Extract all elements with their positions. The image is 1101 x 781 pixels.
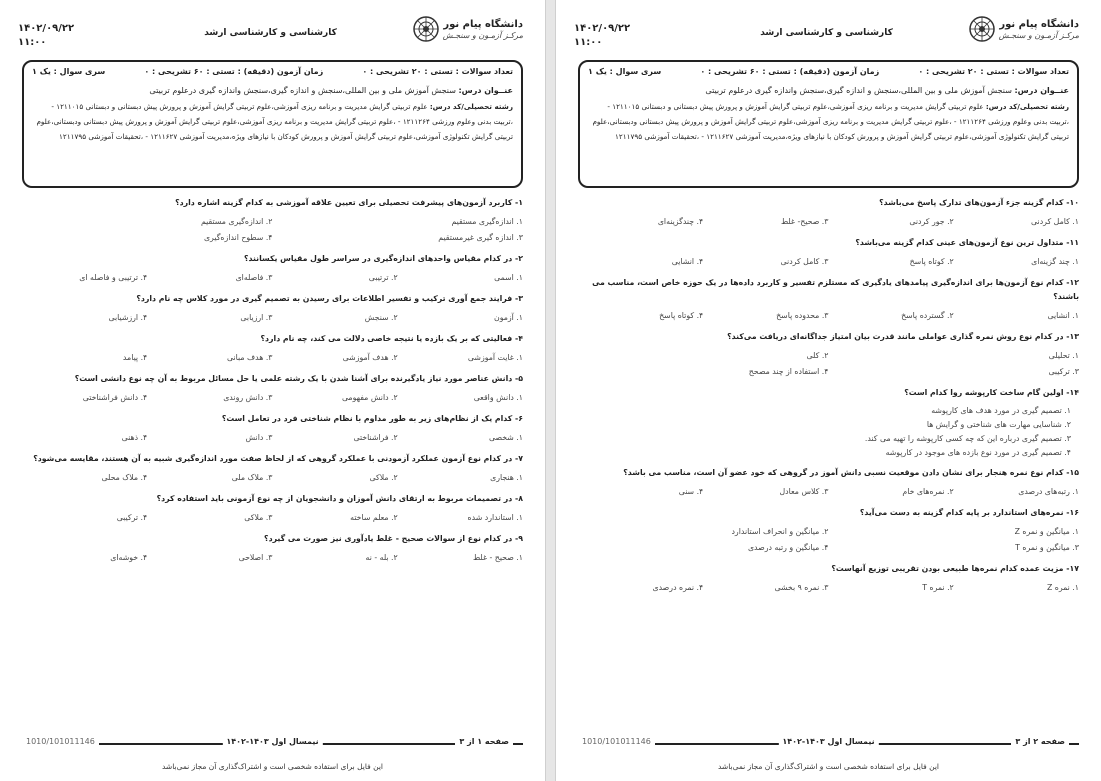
answer-option[interactable]: ۴. ملاک محلی: [101, 473, 148, 482]
exam-time: ۱۱:۰۰: [574, 37, 603, 48]
answer-option[interactable]: ۱. هنجاری: [490, 473, 523, 482]
answer-option[interactable]: ۱. نمره Z: [1046, 583, 1079, 592]
answer-option[interactable]: ۳. هدف مبانی: [227, 353, 273, 362]
course-label: عنــوان درس:: [1014, 86, 1069, 95]
answer-option[interactable]: ۲. گسترده پاسخ: [901, 311, 954, 320]
question-text: ۱۷- مزیت عمده کدام نمره‌ها طبیعی بودن تقریبی توزیع آنهاست؟: [831, 564, 1079, 573]
answer-options: [22, 510, 523, 526]
question-item: [22, 412, 523, 446]
answer-option[interactable]: ۲. معلم ساخته: [350, 513, 398, 522]
answer-option[interactable]: ۳. کامل کردنی: [780, 257, 829, 266]
center-name: مرکـز آزمـون و سنجـش: [998, 31, 1079, 40]
answer-option[interactable]: ۱. چند گزینه‌ای: [1031, 257, 1079, 266]
major-label: رشته تحصیلی/کد درس:: [429, 102, 513, 111]
exam-code: 1010/101011146: [22, 737, 99, 746]
answer-option[interactable]: ۴. پیامد: [122, 353, 148, 362]
question-item: [22, 292, 523, 326]
question-text: ۹- در کدام نوع از سوالات صحیح - غلط یادآوری نیز صورت می گیرد؟: [264, 534, 523, 543]
question-item: [578, 276, 1079, 324]
answer-option[interactable]: ۱. میانگین و نمره Z: [1014, 527, 1079, 536]
answer-option[interactable]: ۴. چندگزینه‌ای: [657, 217, 704, 226]
page-header: [18, 12, 523, 56]
university-name: دانشگاه پیام نور: [443, 19, 523, 30]
answer-option[interactable]: ۱. صحیح - غلط: [472, 553, 523, 562]
answer-option[interactable]: ۲. شناسایی مهارت های شناختی و گرایش ها: [926, 420, 1071, 429]
answer-option[interactable]: ۱. آزمون: [493, 313, 523, 322]
answer-option[interactable]: ۳. ترکیبی: [1048, 367, 1079, 376]
answer-options: [22, 310, 523, 326]
answer-options: [22, 350, 523, 366]
answer-options: [578, 308, 1079, 324]
answer-option[interactable]: ۱. اسمی: [494, 273, 523, 282]
question-text: ۱۶- نمره‌های استاندارد بر پایه کدام گزینه به دست می‌آید؟: [859, 508, 1079, 517]
answer-options: [578, 254, 1079, 270]
answer-option[interactable]: ۴. ترکیبی: [116, 513, 148, 522]
question-text: ۷- در کدام نوع آزمون عملکرد آزمودنی با عملکرد گروهی که از لحاظ صفت مورد اندازه‌گیری شبیه به آن هستند، مقایسه می‌شود؟: [33, 454, 523, 463]
answer-option[interactable]: ۳. میانگین و نمره T: [1015, 543, 1079, 552]
question-item: [578, 330, 1079, 380]
answer-option[interactable]: ۴. تصمیم گیری در مورد نوع بازده های موجود در کارپوشه: [885, 448, 1071, 457]
question-item: [578, 196, 1079, 230]
answer-options: [578, 484, 1079, 500]
answer-option[interactable]: ۴. سطوح اندازه‌گیری: [203, 233, 273, 242]
question-text: ۲- در کدام مقیاس واحدهای اندازه‌گیری در سراسر طول مقیاس یکسانند؟: [243, 254, 523, 263]
question-text: ۴- فعالیتی که بر یک بازده یا نتیجه خاصی دلالت می کند، چه نام دارد؟: [260, 334, 523, 343]
answer-options: [578, 404, 1079, 460]
answer-option[interactable]: ۲. اندازه‌گیری مستقیم: [200, 217, 273, 226]
exam-level-title: کارشناسی و کارشناسی ارشد: [760, 28, 893, 38]
page-number: صفحه ۲ از ۳: [1011, 737, 1069, 746]
answer-option[interactable]: ۱. استاندارد شده: [467, 513, 523, 522]
answer-option[interactable]: ۳. تصمیم گیری درباره این که چه کسی کارپوشه را تهیه می کند.: [864, 434, 1071, 443]
page-divider: [545, 0, 556, 781]
major-list: علوم تربیتی گرایش مدیریت و برنامه ریزی آموزشی،علوم تربیتی گرایش آموزش و پرورش پیش دبستانی و دبستانی ۱۲۱۱۰۱۵ - ،تربیت بدنی وعلوم ورزشی ۱۲۱۱۲۶۴ - ،علوم تربیتی گرایش مدیریت و برنامه ریزی آموزشی،علوم تربیتی گرایش آموزش و پرورش پیش دبستانی ودبستانی،علوم تربیتی گرایش تکنولوژی آموزشی،علوم تربیتی گرایش آموزش و پرورش کودکان با نیازهای ویژه،مدیریت آموزشی ۱۲۱۱۶۲۷ - ،تحقیقات آموزشی ۱۲۱۱۷۹۵: [36, 102, 513, 141]
exam-level-title: کارشناسی و کارشناسی ارشد: [204, 28, 337, 38]
answer-option[interactable]: ۲. نمره T: [922, 583, 954, 592]
major-label: رشته تحصیلی/کد درس:: [985, 102, 1069, 111]
question-series: سری سوال : یک ۱: [32, 67, 106, 76]
question-item: [578, 236, 1079, 270]
answer-option[interactable]: ۴. دانش فراشناختی: [82, 393, 148, 402]
question-count: تعداد سوالات : تستی : ۲۰ تشریحی : ۰: [918, 67, 1069, 76]
question-list: [578, 196, 1079, 733]
answer-options: [578, 214, 1079, 230]
course-label: عنــوان درس:: [458, 86, 513, 95]
answer-options: [578, 580, 1079, 596]
answer-option[interactable]: ۲. هدف آموزشی: [342, 353, 398, 362]
exam-duration: زمان آزمون (دقیقه) : تستی : ۶۰ تشریحی : ۰: [144, 67, 324, 76]
question-item: [578, 506, 1079, 556]
question-text: ۱۲- کدام نوع آزمون‌ها برای اندازه‌گیری پیامدهای یادگیری که مستلزم تفسیر و کاربرد داده‌ها در یک حوزه خاص است، مناسب می باشند؟: [592, 278, 1079, 301]
answer-option[interactable]: ۳. محدوده پاسخ: [776, 311, 829, 320]
answer-option[interactable]: ۳. ارزیابی: [240, 313, 273, 322]
exam-duration: زمان آزمون (دقیقه) : تستی : ۶۰ تشریحی : ۰: [700, 67, 880, 76]
question-item: [578, 466, 1079, 500]
question-text: ۳- فرایند جمع آوری ترکیب و تفسیر اطلاعات برای رسیدن به تصمیم گیری در مورد کلاس چه نام دارد؟: [136, 294, 523, 303]
answer-options: [22, 390, 523, 406]
question-text: ۵- دانش عناصر مورد نیاز یادگیرنده برای آشنا شدن با یک رشته علمی یا حل مسائل مربوط به آن چه نوع دانشی است؟: [74, 374, 523, 383]
answer-options: [22, 270, 523, 286]
answer-option[interactable]: ۲. میانگین و انحراف استاندارد: [731, 527, 829, 536]
question-item: [22, 532, 523, 566]
exam-datetime: [18, 22, 74, 50]
question-count: تعداد سوالات : تستی : ۲۰ تشریحی : ۰: [362, 67, 513, 76]
question-text: ۱۱- متداول ترین نوع آزمون‌های عینی کدام گزینه می‌باشد؟: [855, 238, 1079, 247]
answer-option[interactable]: ۳. ملاکی: [244, 513, 273, 522]
answer-option[interactable]: ۲. نمره‌های خام: [902, 487, 954, 496]
answer-option[interactable]: ۳. فاصله‌ای: [235, 273, 273, 282]
question-item: [22, 492, 523, 526]
exam-page-1: [0, 0, 545, 781]
question-text: ۱۰- کدام گزینه جزء آزمون‌های تدارک پاسخ می‌باشد؟: [879, 198, 1079, 207]
question-text: ۱۵- کدام نوع نمره هنجار برای نشان دادن موقعیت نسبی دانش آموز در گروهی که خود عضو آن است، مناسب می باشد؟: [623, 468, 1079, 477]
question-item: [22, 332, 523, 366]
answer-option[interactable]: ۱. اندازه‌گیری مستقیم: [451, 217, 523, 226]
question-series: سری سوال : یک ۱: [588, 67, 662, 76]
answer-option[interactable]: ۱. غایت آموزشی: [467, 353, 523, 362]
page-footer: [578, 737, 1079, 751]
answer-option[interactable]: ۳. کلاس معادل: [779, 487, 829, 496]
exam-info-box: [578, 60, 1079, 188]
answer-option[interactable]: ۴. خوشه‌ای: [110, 553, 148, 562]
answer-option[interactable]: ۲. جور کردنی: [909, 217, 954, 226]
question-text: ۸- در تصمیمات مربوط به ارتقای دانش آموزان و دانشجویان از چه نوع آزمونی باید استفاده کرد؟: [156, 494, 523, 503]
answer-option[interactable]: ۴. ارزشیابی: [108, 313, 148, 322]
exam-date: ۱۴۰۲/۰۹/۲۲: [574, 23, 631, 34]
answer-option[interactable]: ۳. صحیح- غلط: [780, 217, 829, 226]
exam-time: ۱۱:۰۰: [18, 37, 47, 48]
question-text: ۱- کاربرد آزمون‌های پیشرفت تحصیلی برای تعیین علاقه آموزشی به کدام گزینه اشاره دارد؟: [175, 198, 523, 207]
answer-option[interactable]: ۳. دانش: [245, 433, 273, 442]
page-header: [574, 12, 1079, 56]
major-list: علوم تربیتی گرایش مدیریت و برنامه ریزی آموزشی،علوم تربیتی گرایش آموزش و پرورش پیش دبستانی و دبستانی ۱۲۱۱۰۱۵ - ،تربیت بدنی وعلوم ورزشی ۱۲۱۱۲۶۴ - ،علوم تربیتی گرایش مدیریت و برنامه ریزی آموزشی،علوم تربیتی گرایش آموزش و پرورش پیش دبستانی ودبستانی،علوم تربیتی گرایش تکنولوژی آموزشی،علوم تربیتی گرایش آموزش و پرورش کودکان با نیازهای ویژه،مدیریت آموزشی ۱۲۱۱۶۲۷ - ،تحقیقات آموزشی ۱۲۱۱۷۹۵: [592, 102, 1069, 141]
answer-option[interactable]: ۲. ترتیبی: [368, 273, 398, 282]
exam-date: ۱۴۰۲/۰۹/۲۲: [18, 23, 75, 34]
answer-option[interactable]: ۴. ذهنی: [121, 433, 148, 442]
answer-option[interactable]: ۲. ملاکی: [369, 473, 398, 482]
answer-option[interactable]: ۱. انشایی: [1047, 311, 1079, 320]
answer-option[interactable]: ۴. نمره درصدی: [652, 583, 704, 592]
answer-options: [22, 430, 523, 446]
question-item: [578, 386, 1079, 460]
question-text: ۱۴- اولین گام ساخت کارپوشه روا کدام است؟: [904, 388, 1079, 397]
question-item: [578, 562, 1079, 596]
center-name: مرکـز آزمـون و سنجـش: [442, 31, 523, 40]
answer-option[interactable]: ۲. سنجش: [364, 313, 398, 322]
exam-datetime: [574, 22, 630, 50]
answer-option[interactable]: ۱. تحلیلی: [1048, 351, 1079, 360]
semester-label: نیمسال اول ۱۴۰۳-۱۴۰۲: [778, 737, 878, 746]
answer-option[interactable]: ۱. کامل کردنی: [1031, 217, 1079, 226]
question-list: [22, 196, 523, 733]
page-number: صفحه ۱ از ۳: [455, 737, 513, 746]
answer-option[interactable]: ۳. نمره ۹ بخشی: [774, 583, 829, 592]
answer-option[interactable]: ۴. میانگین و رتبه درصدی: [747, 543, 829, 552]
exam-info-box: [22, 60, 523, 188]
answer-option[interactable]: ۴. استفاده از چند مصحح: [748, 367, 829, 376]
university-name: دانشگاه پیام نور: [999, 19, 1079, 30]
answer-option[interactable]: ۳. اصلاحی: [238, 553, 273, 562]
answer-option[interactable]: ۳. دانش روندی: [223, 393, 273, 402]
answer-option[interactable]: ۱. شخصی: [489, 433, 523, 442]
answer-option[interactable]: ۳. اندازه گیری غیرمستقیم: [438, 233, 523, 242]
question-item: [22, 452, 523, 486]
answer-options: [22, 470, 523, 486]
answer-option[interactable]: ۲. بله - نه: [365, 553, 398, 562]
exam-code: 1010/101011146: [578, 737, 655, 746]
semester-label: نیمسال اول ۱۴۰۳-۱۴۰۲: [222, 737, 322, 746]
answer-option[interactable]: ۱. تصمیم گیری در مورد هدف های کارپوشه: [931, 406, 1071, 415]
answer-option[interactable]: ۲. فراشناختی: [353, 433, 398, 442]
question-text: ۶- کدام یک از نظام‌های زیر به طور مداوم با نظام شناختی فرد در تعامل است؟: [221, 414, 523, 423]
question-item: [22, 252, 523, 286]
course-title: سنجش آموزش ملی و بین المللی،سنجش و اندازه گیری،سنجش واندازه گیری درعلوم تربیتی: [705, 86, 1012, 95]
answer-option[interactable]: ۱. رتبه‌های درصدی: [1018, 487, 1079, 496]
course-title: سنجش آموزش ملی و بین المللی،سنجش و اندازه گیری،سنجش واندازه گیری درعلوم تربیتی: [149, 86, 456, 95]
answer-option[interactable]: ۴. سنی: [678, 487, 704, 496]
exam-page-2: [556, 0, 1101, 781]
copyright-note: این فایل برای استفاده شخصی است و اشتراک‌گذاری آن مجاز نمی‌باشد: [717, 762, 940, 771]
answer-option[interactable]: ۴. ترتیبی و فاصله ای: [79, 273, 148, 282]
answer-option[interactable]: ۲. کوتاه پاسخ: [909, 257, 954, 266]
answer-options: [578, 524, 1079, 556]
answer-option[interactable]: ۱. دانش واقعی: [473, 393, 523, 402]
question-item: [22, 372, 523, 406]
answer-option[interactable]: ۲. کلی: [806, 351, 829, 360]
answer-option[interactable]: ۴. کوتاه پاسخ: [659, 311, 704, 320]
answer-option[interactable]: ۴. انشایی: [671, 257, 704, 266]
page-footer: [22, 737, 523, 751]
answer-option[interactable]: ۳. ملاک ملی: [231, 473, 273, 482]
question-text: ۱۳- در کدام نوع روش نمره گذاری عواملی مانند قدرت بیان امتیاز جداگانه‌ای دریافت می‌کند؟: [727, 332, 1079, 341]
question-item: [22, 196, 523, 246]
answer-option[interactable]: ۲. دانش مفهومی: [341, 393, 398, 402]
answer-options: [578, 348, 1079, 380]
copyright-note: این فایل برای استفاده شخصی است و اشتراک‌گذاری آن مجاز نمی‌باشد: [161, 762, 384, 771]
answer-options: [22, 214, 523, 246]
answer-options: [22, 550, 523, 566]
